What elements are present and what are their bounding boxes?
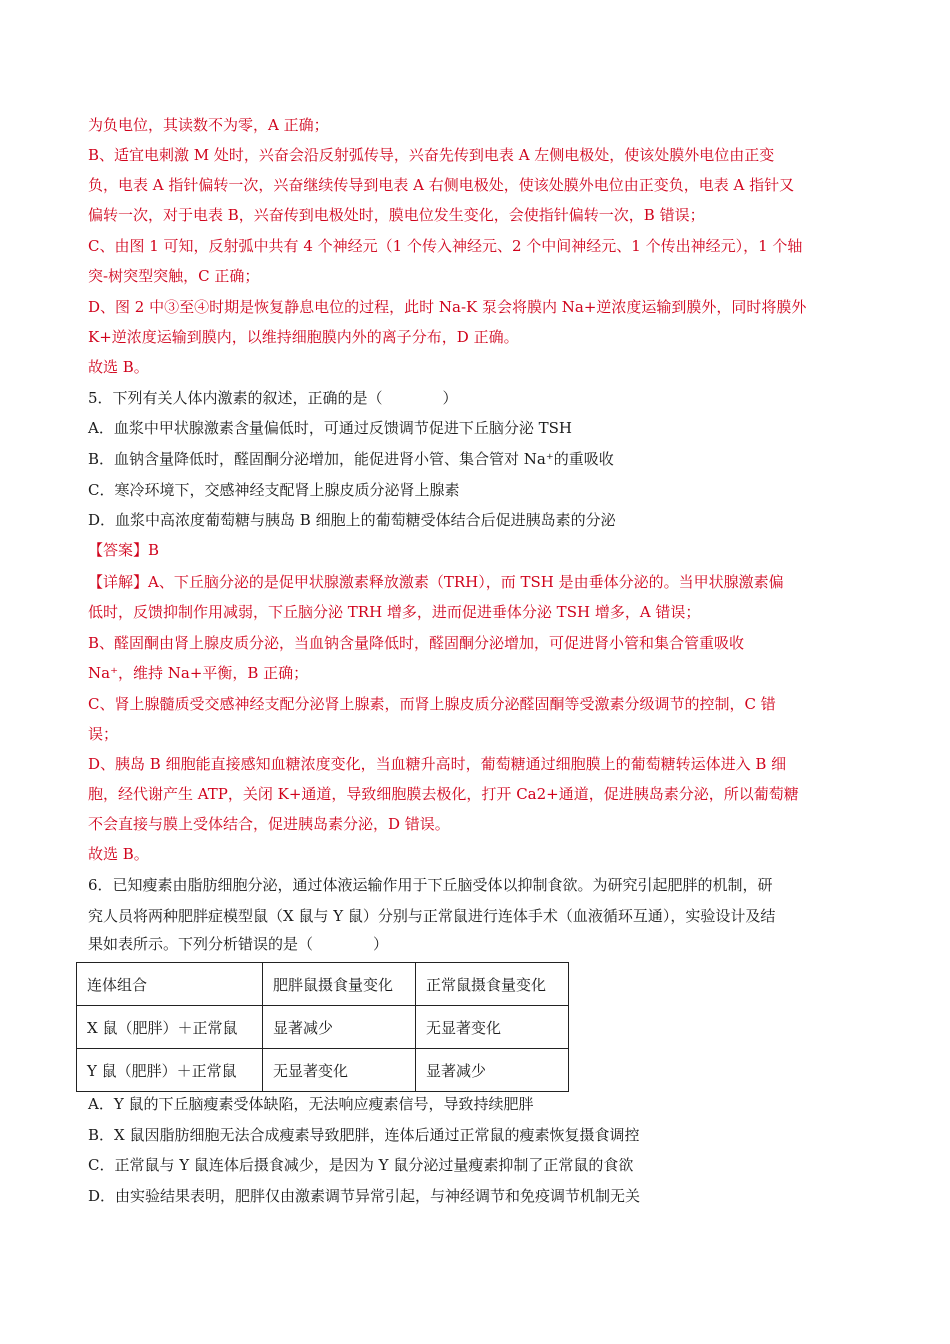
detail-line: D、胰岛 B 细胞能直接感知血糖浓度变化，当血糖升高时，葡萄糖通过细胞膜上的葡萄糖转运体进入 B 细 [88,755,787,773]
explanation-line: 偏转一次，对于电表 B，兴奋传到电极处时，膜电位发生变化，会使指针偏转一次，B 错误； [88,206,705,224]
experiment-table [76,962,569,1092]
explanation-line: 为负电位，其读数不为零，A 正确； [88,116,329,134]
detail-line: 低时，反馈抑制作用减弱，下丘脑分泌 TRH 增多，进而促进垂体分泌 TSH 增多，A 错误； [88,603,701,621]
detail-line: 不会直接与膜上受体结合，促进胰岛素分泌，D 错误。 [88,815,450,833]
question-stem: 果如表所示。下列分析错误的是（ ） [88,935,389,953]
table-cell: 无显著变化 [416,1006,569,1049]
detail-line: Na⁺，维持 Na+平衡，B 正确； [88,664,309,682]
conclusion-text: 故选 B。 [88,358,149,376]
option-d: D．由实验结果表明，肥胖仅由激素调节异常引起，与神经调节和免疫调节机制无关 [88,1187,641,1205]
table-cell: 显著减少 [416,1049,569,1092]
option-b: B．血钠含量降低时，醛固酮分泌增加，能促进肾小管、集合管对 Na⁺的重吸收 [88,450,614,468]
explanation-line: C、由图 1 可知，反射弧中共有 4 个神经元（1 个传入神经元、2 个中间神经元、1 个传出神经元），1 个轴 [88,237,803,255]
option-a: A．血浆中甲状腺激素含量偏低时，可通过反馈调节促进下丘脑分泌 TSH [88,419,572,437]
table-cell: 显著减少 [263,1006,416,1049]
option-c: C．正常鼠与 Y 鼠连体后摄食减少，是因为 Y 鼠分泌过量瘦素抑制了正常鼠的食欲 [88,1156,634,1174]
explanation-line: K+逆浓度运输到膜内，以维持细胞膜内外的离子分布，D 正确。 [88,328,519,346]
answer-text: 【答案】B [88,541,160,559]
question-stem: 6．已知瘦素由脂肪细胞分泌，通过体液运输作用于下丘脑受体以抑制食欲。为研究引起肥胖的机制，研 [88,876,773,894]
conclusion-text: 故选 B。 [88,845,149,863]
question-stem: 究人员将两种肥胖症模型鼠（X 鼠与 Y 鼠）分别与正常鼠进行连体手术（血液循环互通），实验设计及结 [88,907,776,925]
explanation-line: B、适宜电刺激 M 处时，兴奋会沿反射弧传导，兴奋先传到电表 A 左侧电极处，使该处膜外电位由正变 [88,146,775,164]
question-stem: 5．下列有关人体内激素的叙述，正确的是（ ） [88,389,458,407]
table-cell: 无显著变化 [263,1049,416,1092]
table-header-cell: 正常鼠摄食量变化 [416,963,569,1006]
detail-line: 误； [88,725,119,743]
option-b: B．X 鼠因脂肪细胞无法合成瘦素导致肥胖，连体后通过正常鼠的瘦素恢复摄食调控 [88,1126,640,1144]
detail-line: B、醛固酮由肾上腺皮质分泌，当血钠含量降低时，醛固酮分泌增加，可促进肾小管和集合管重吸收 [88,634,745,652]
table-header-cell: 连体组合 [77,963,263,1006]
table-row [77,1049,569,1092]
table-cell: Y 鼠（肥胖）＋正常鼠 [77,1049,263,1092]
option-a: A．Y 鼠的下丘脑瘦素受体缺陷，无法响应瘦素信号，导致持续肥胖 [88,1095,534,1113]
detail-line: 胞，经代谢产生 ATP，关闭 K+通道，导致细胞膜去极化，打开 Ca2+通道，促进胰岛素分泌，所以葡萄糖 [88,785,799,803]
table-header-row [77,963,569,1006]
table-header-cell: 肥胖鼠摄食量变化 [263,963,416,1006]
explanation-line: 突-树突型突触，C 正确； [88,267,260,285]
table-cell: X 鼠（肥胖）＋正常鼠 [77,1006,263,1049]
detail-line: 【详解】A、下丘脑分泌的是促甲状腺激素释放激素（TRH），而 TSH 是由垂体分泌的。当甲状腺激素偏 [88,573,784,591]
explanation-line: 负，电表 A 指针偏转一次，兴奋继续传导到电表 A 右侧电极处，使该处膜外电位由正变负，电表 A 指针又 [88,176,795,194]
table-row [77,1006,569,1049]
detail-line: C、肾上腺髓质受交感神经支配分泌肾上腺素，而肾上腺皮质分泌醛固酮等受激素分级调节的控制，C 错 [88,695,776,713]
option-c: C．寒冷环境下，交感神经支配肾上腺皮质分泌肾上腺素 [88,481,460,499]
option-d: D．血浆中高浓度葡萄糖与胰岛 B 细胞上的葡萄糖受体结合后促进胰岛素的分泌 [88,511,616,529]
explanation-line: D、图 2 中③至④时期是恢复静息电位的过程，此时 Na-K 泵会将膜内 Na+逆浓度运输到膜外，同时将膜外 [88,298,807,316]
